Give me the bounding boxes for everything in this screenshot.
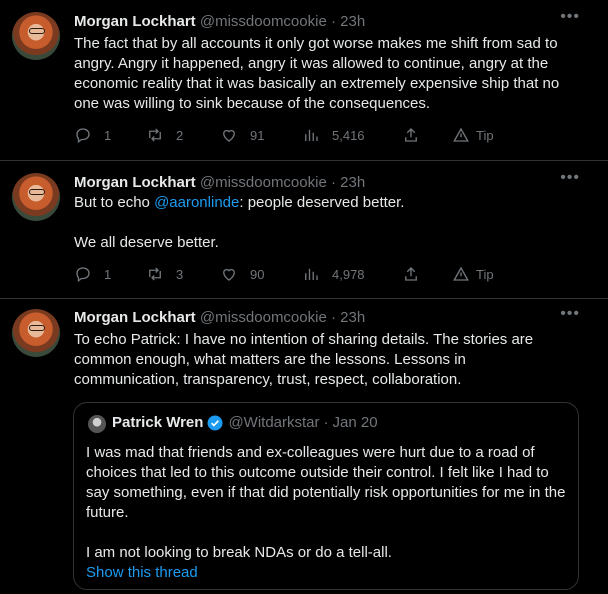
like-button[interactable] bbox=[220, 126, 264, 144]
share-icon bbox=[402, 265, 420, 283]
timestamp[interactable]: 23h bbox=[340, 174, 366, 191]
like-icon bbox=[220, 265, 238, 283]
tweet-text: The fact that by all accounts it only got worse makes me shift from sad to angry. Angry it happened, angry it was allowed to continue, angry at the economic reality that it was basically an extremely expensive ship that no one was willing to sink because of the consequences. bbox=[74, 35, 564, 112]
like-button[interactable] bbox=[220, 265, 264, 283]
tweet-text-part: : people deserved better. We all deserve better. bbox=[74, 194, 405, 251]
tweet-text-part: But to echo bbox=[74, 194, 155, 211]
like-icon bbox=[220, 126, 238, 144]
share-icon bbox=[402, 126, 420, 144]
timestamp[interactable]: 23h bbox=[340, 309, 366, 326]
reply-button[interactable] bbox=[74, 265, 111, 283]
quoted-tweet[interactable] bbox=[73, 402, 579, 590]
avatar[interactable] bbox=[12, 309, 60, 357]
tweet-header bbox=[74, 173, 365, 193]
tweet-1[interactable] bbox=[0, 0, 608, 160]
reply-button[interactable] bbox=[74, 126, 111, 144]
views-count: 5,416 bbox=[332, 127, 365, 143]
author-handle[interactable]: @missdoomcookie bbox=[199, 174, 327, 191]
views-icon bbox=[302, 265, 320, 283]
show-thread-link[interactable]: Show this thread bbox=[86, 564, 198, 581]
quoted-tweet-header bbox=[112, 413, 378, 433]
tweet-header bbox=[74, 12, 365, 32]
avatar[interactable] bbox=[88, 415, 106, 433]
reply-count: 1 bbox=[104, 266, 112, 282]
timestamp[interactable]: 23h bbox=[340, 13, 366, 30]
views-button[interactable] bbox=[302, 265, 365, 283]
author-name[interactable]: Morgan Lockhart bbox=[74, 174, 196, 191]
views-button[interactable] bbox=[302, 126, 365, 144]
reply-count: 1 bbox=[104, 127, 112, 143]
more-icon[interactable]: ••• bbox=[560, 169, 580, 186]
tweet-2[interactable] bbox=[0, 161, 608, 298]
views-count: 4,978 bbox=[332, 266, 365, 282]
separator-dot: · bbox=[323, 414, 329, 431]
author-name[interactable]: Morgan Lockhart bbox=[74, 309, 196, 326]
separator-dot: · bbox=[330, 13, 336, 30]
tip-button[interactable] bbox=[452, 265, 494, 283]
quoted-tweet-text: I was mad that friends and ex-colleagues were hurt due to a road of choices that led to this outcome outside their control. I felt like I had to say something, even if that did potentially risk opportunities for me in the future. I am not looking to break NDAs or do a tell-all. bbox=[86, 444, 566, 561]
avatar[interactable] bbox=[12, 12, 60, 60]
reply-icon bbox=[74, 126, 92, 144]
more-icon[interactable]: ••• bbox=[560, 305, 580, 322]
author-handle[interactable]: @Witdarkstar bbox=[228, 414, 320, 431]
tip-button[interactable] bbox=[452, 126, 494, 144]
share-button[interactable] bbox=[402, 126, 432, 144]
verified-icon bbox=[206, 414, 224, 432]
more-icon[interactable]: ••• bbox=[560, 8, 580, 25]
timestamp[interactable]: Jan 20 bbox=[332, 414, 378, 431]
tip-label: Tip bbox=[476, 266, 494, 282]
separator-dot: · bbox=[330, 174, 336, 191]
like-count: 91 bbox=[250, 127, 265, 143]
mention-link[interactable]: @aaronlinde bbox=[154, 194, 240, 211]
views-icon bbox=[302, 126, 320, 144]
retweet-count: 2 bbox=[176, 127, 184, 143]
retweet-icon bbox=[146, 265, 164, 283]
author-name[interactable]: Morgan Lockhart bbox=[74, 13, 196, 30]
tip-icon bbox=[452, 265, 470, 283]
tweet-text bbox=[74, 193, 574, 253]
tweet-text: To echo Patrick: I have no intention of sharing details. The stories are common enough, what matters are the lessons. Lessons in communication, transparency, trust, respect, collaboration. bbox=[74, 331, 538, 388]
separator-dot: · bbox=[330, 309, 336, 326]
avatar[interactable] bbox=[12, 173, 60, 221]
like-count: 90 bbox=[250, 266, 265, 282]
action-bar bbox=[74, 126, 594, 146]
tip-label: Tip bbox=[476, 127, 494, 143]
author-name[interactable]: Patrick Wren bbox=[112, 414, 204, 431]
tweet-header bbox=[74, 308, 365, 328]
action-bar bbox=[74, 265, 594, 285]
reply-icon bbox=[74, 265, 92, 283]
retweet-button[interactable] bbox=[146, 126, 183, 144]
author-handle[interactable]: @missdoomcookie bbox=[199, 13, 327, 30]
retweet-count: 3 bbox=[176, 266, 184, 282]
retweet-icon bbox=[146, 126, 164, 144]
retweet-button[interactable] bbox=[146, 265, 183, 283]
tip-icon bbox=[452, 126, 470, 144]
share-button[interactable] bbox=[402, 265, 432, 283]
author-handle[interactable]: @missdoomcookie bbox=[199, 309, 327, 326]
